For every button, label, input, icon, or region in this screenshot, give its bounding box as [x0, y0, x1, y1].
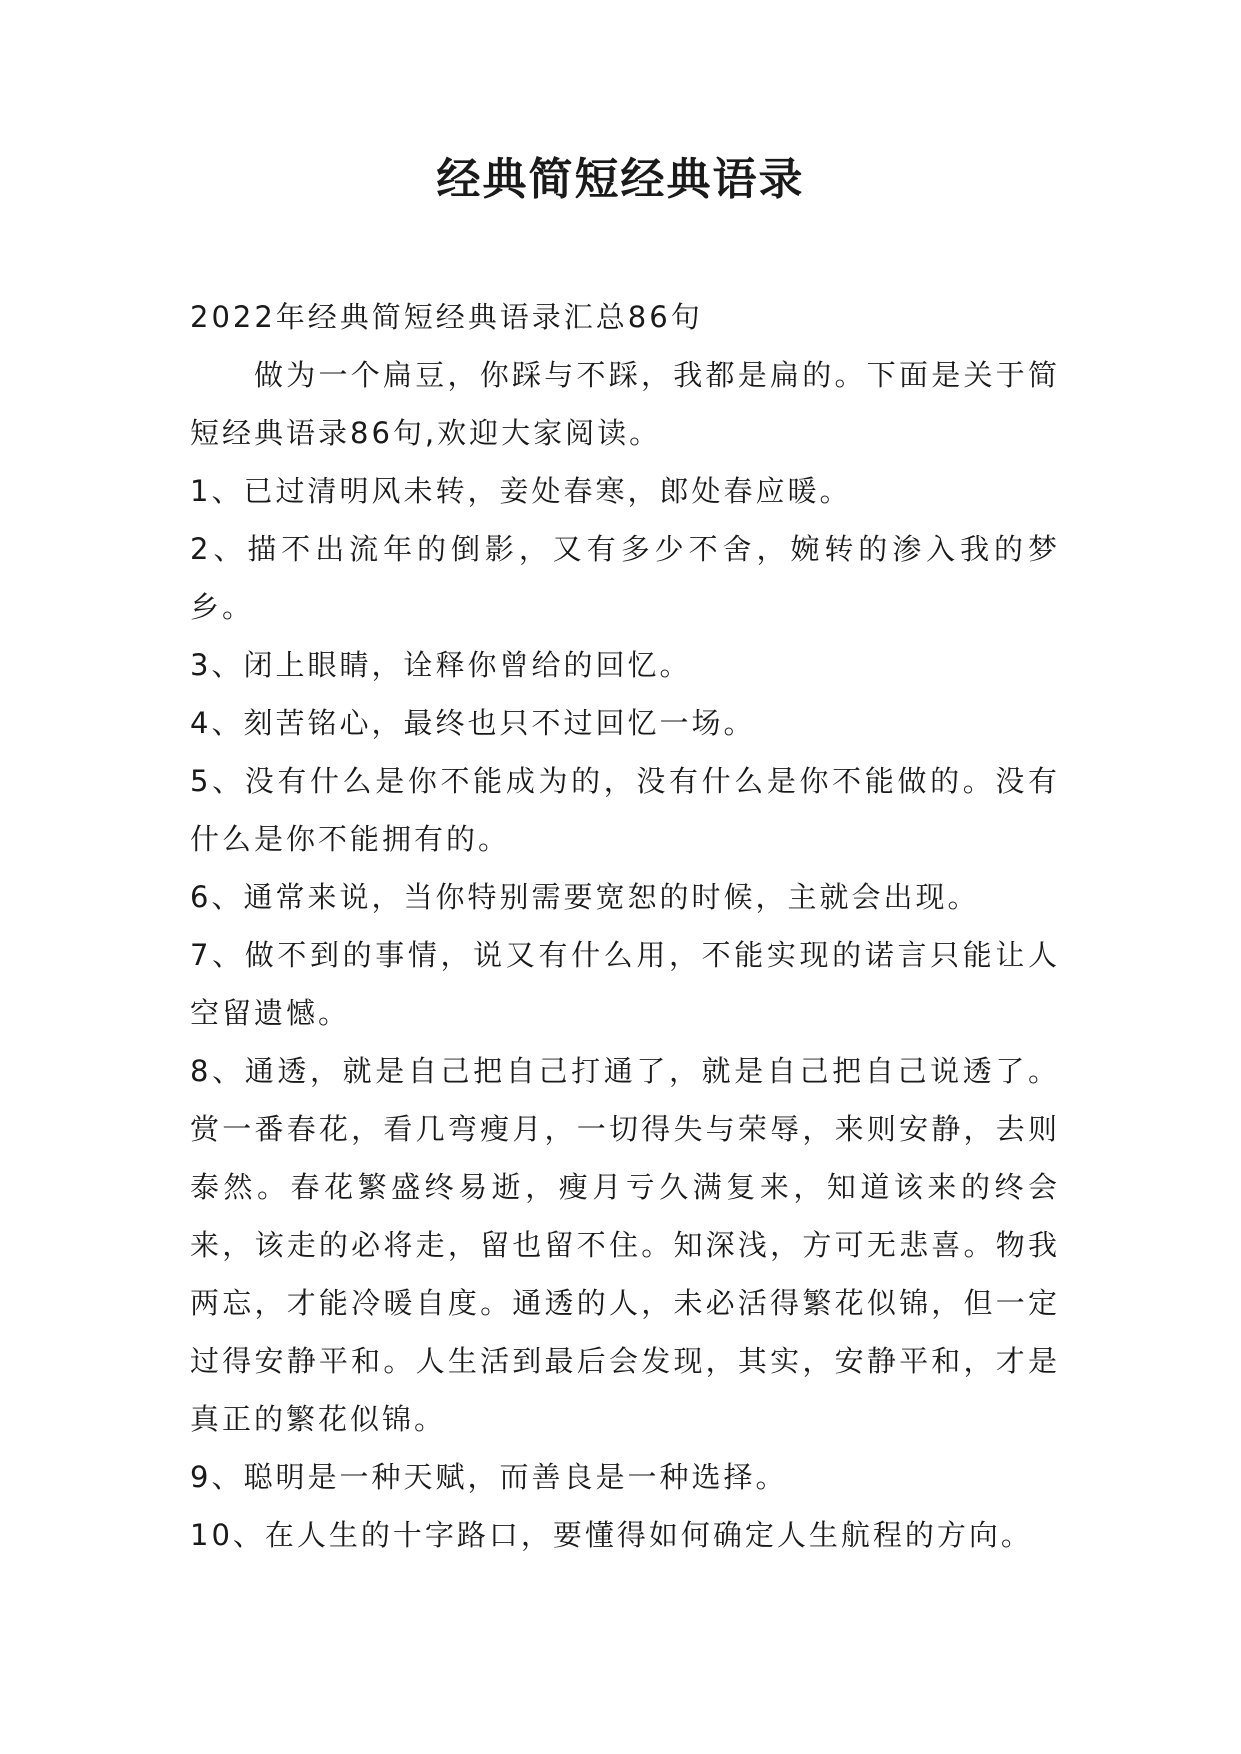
- quote-item: 6、通常来说，当你特别需要宽恕的时候，主就会出现。: [190, 880, 980, 914]
- document-body: [190, 288, 1060, 1564]
- quote-item: 1、已过清明风未转，妾处春寒，郎处春应暖。: [190, 474, 852, 508]
- document-subtitle: 2022年经典简短经典语录汇总86句: [190, 300, 703, 334]
- intro-paragraph: 做为一个扁豆，你踩与不踩，我都是扁的。下面是关于简短经典语录86句,欢迎大家阅读。: [190, 358, 1060, 450]
- quote-item: 4、刻苦铭心，最终也只不过回忆一场。: [190, 706, 756, 740]
- quote-item: 9、聪明是一种天赋，而善良是一种选择。: [190, 1460, 788, 1494]
- quote-item: 8、通透，就是自己把自己打通了，就是自己把自己说透了。赏一番春花，看几弯瘦月，一切得失与荣辱，来则安静，去则泰然。春花繁盛终易逝，瘦月亏久满复来，知道该来的终会来，该走的必将走，留也留不住。知深浅，方可无悲喜。物我两忘，才能冷暖自度。通透的人，未必活得繁花似锦，但一定过得安静平和。人生活到最后会发现，其实，安静平和，才是真正的繁花似锦。: [190, 1054, 1060, 1436]
- quote-item: 10、在人生的十字路口，要懂得如何确定人生航程的方向。: [190, 1518, 1033, 1552]
- document-title: 经典简短经典语录: [436, 154, 805, 205]
- quote-item: 2、描不出流年的倒影，又有多少不舍，婉转的渗入我的梦乡。: [190, 532, 1060, 624]
- quote-item: 3、闭上眼睛，诠释你曾给的回忆。: [190, 648, 692, 682]
- quote-item: 5、没有什么是你不能成为的，没有什么是你不能做的。没有什么是你不能拥有的。: [190, 764, 1060, 856]
- quote-item: 7、做不到的事情，说又有什么用，不能实现的诺言只能让人空留遗憾。: [190, 938, 1060, 1030]
